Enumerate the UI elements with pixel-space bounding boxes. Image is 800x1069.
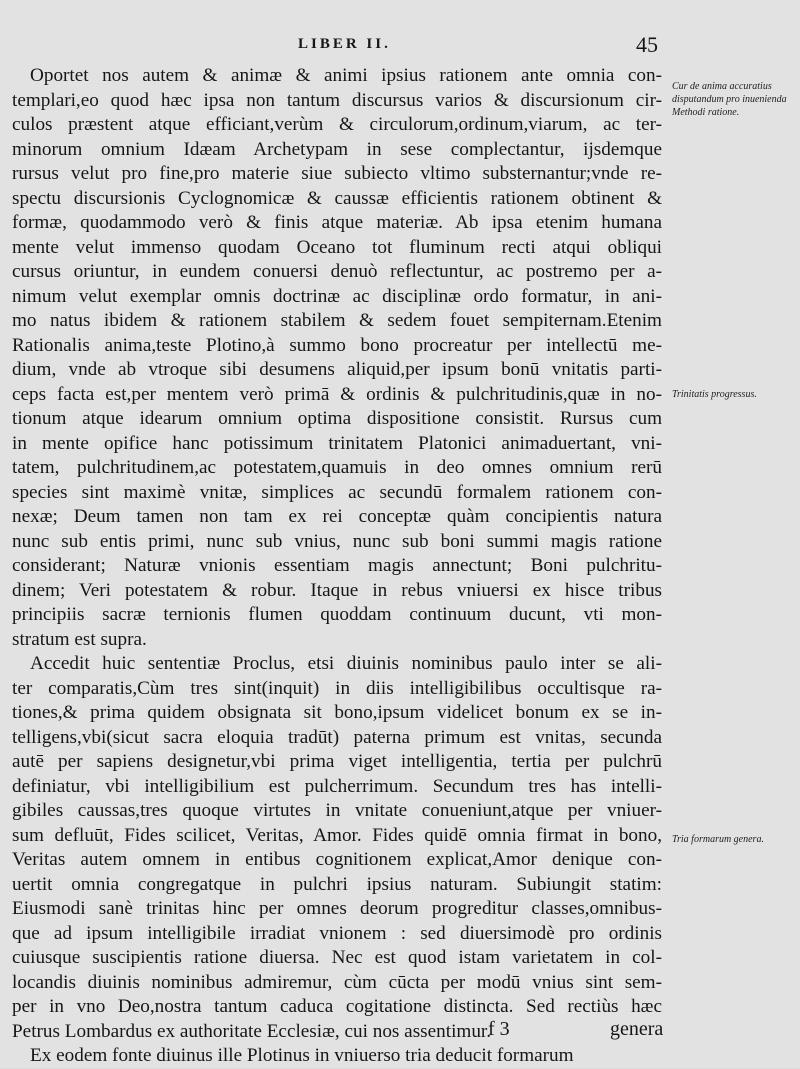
- text-line: Veritas autem omnem in entibus cognitionem explicat,Amor denique con-: [12, 849, 662, 870]
- text-line: ceps facta est,per mentem verò primā & ordinis & pulchritudinis,quæ in no-: [12, 383, 662, 405]
- text-line: autē per sapiens designetur,vbi prima viget intelligentia, tertia per pulchrū: [12, 751, 662, 772]
- text-line: nunc sub entis primi, nunc sub vnius, nunc sub boni summi magis ratione: [12, 530, 662, 552]
- paragraph: [12, 64, 662, 652]
- marginal-note: Trinitatis progressus.: [672, 389, 757, 400]
- text-line: tiones,& prima quidem obsignata sit bono,ipsum videlicet bonum ex se in-: [12, 702, 662, 723]
- page-number: 45: [636, 32, 658, 57]
- text-line: gibiles caussas,tres quoque virtutes in vnitate conueniunt,atque per vniuer-: [12, 800, 662, 821]
- text-line: mente velut immenso quodam Oceano tot fluminum recti atqui obliqui: [12, 236, 662, 258]
- text-line: mo natus ibidem & rationem stabilem & sedem fouet sempiternam.Etenim: [12, 310, 662, 331]
- text-line: per in vno Deo,nostra tantum caduca cogitatione distincta. Sed rectiùs hæc: [12, 996, 662, 1017]
- text-line: cuiusque suscipientis ratione diuersa. Nec est quod istam varietatem in col-: [12, 947, 662, 968]
- text-line: Eiusmodi sanè trinitas hinc per omnes deorum progreditur classes,omnibus-: [12, 898, 662, 919]
- text-line: locandis diuinis nominibus admiremur, cùm cūcta per modū vnius sint sem-: [12, 971, 662, 993]
- text-line: definiatur, vbi intelligibilium est pulcherrimum. Secundum tres has intelli-: [12, 775, 662, 797]
- text-line: Accedit huic sententiæ Proclus, etsi diuinis nominibus paulo inter se ali-: [30, 653, 662, 674]
- text-line: Petrus Lombardus ex authoritate Ecclesiæ, cui nos assentimur.: [12, 1020, 492, 1042]
- text-line: Oportet nos autem & animæ & animi ipsius rationem ante omnia con-: [30, 65, 662, 86]
- page-header: [0, 32, 800, 58]
- text-line: dium, vnde ab vtroque sibi desumens aliquid,per ipsum bonū vnitatis parti-: [12, 359, 662, 380]
- text-line: culos præstent atque efficiant,verùm & circulorum,ordinum,viarum, ac ter-: [12, 114, 662, 135]
- signature-mark: f 3: [488, 1018, 510, 1040]
- catchword: genera: [610, 1018, 664, 1040]
- text-line: templari,eo quod hæc ipsa non tantum discursus varios & discursionum cir-: [12, 89, 662, 111]
- text-line: tionum atque idearum omnium optima dispositione consistit. Rursus cum: [12, 408, 662, 429]
- text-line: tatem, pulchritudinem,ac potestatem,quamuis in deo omnes omnium rerū: [12, 457, 662, 478]
- text-line: spectu discursionis Cyclognomicæ & caussæ efficientis rationem obtinent &: [12, 187, 662, 209]
- text-line: minorum omnium Idæam Archetypam in sese complectantur, ijsdemque: [12, 138, 662, 160]
- text-line: telligens,vbi(sicut sacra eloquia tradūt) paterna primum est vnitas, secunda: [12, 726, 662, 748]
- page-footer: [0, 1018, 800, 1048]
- paragraph: [12, 652, 662, 1044]
- text-line: species sint maximè vnitæ, simplices ac secundū formalem rationem con-: [12, 481, 662, 503]
- text-line: principiis sacræ ternionis flumen quoddam continuum ducunt, vti mon-: [12, 604, 662, 625]
- text-line: considerant; Naturæ vnionis essentiam magis annectunt; Boni pulchritu-: [12, 555, 662, 576]
- text-line: ter comparatis,Cùm tres sint(inquit) in diis intelligibilibus occultisque ra-: [12, 677, 662, 699]
- text-line: sum defluūt, Fides scilicet, Veritas, Amor. Fides quidē omnia firmat in bono,: [12, 824, 662, 846]
- text-line: Ex eodem fonte diuinus ille Plotinus in vniuerso tria deducit formarum: [30, 1045, 574, 1066]
- text-line: formæ, quodammodo verò & finis atque materiæ. Ab ipsa etenim humana: [12, 212, 662, 233]
- text-line: rursus velut pro fine,pro materie siue subiecto vltimo substernantur;vnde re-: [12, 163, 662, 184]
- text-line: uertit omnia congregatque in pulchri ipsius naturam. Subiungit statim:: [12, 873, 662, 895]
- text-line: Rationalis anima,teste Plotino,à summo bono procreatur per intellectū me-: [12, 334, 662, 356]
- text-line: dinem; Veri potestatem & robur. Itaque in rebus vniuersi ex hisce tribus: [12, 579, 662, 601]
- marginal-note: Cur de anima accuratius disputandum pro inuenienda Methodi ratione.: [672, 81, 787, 118]
- text-line: nexæ; Deum tamen non tam ex rei conceptæ quàm concipientis natura: [12, 506, 662, 527]
- text-line: stratum est supra.: [12, 628, 147, 650]
- body-text: [12, 64, 662, 1069]
- text-line: que ad ipsum intelligibile irradiat vnionem : sed diuersimodè pro ordinis: [12, 922, 662, 944]
- text-line: in mente opifice hanc potissimum trinitatem Platonici animaduertant, vni-: [12, 432, 662, 454]
- marginal-note: Tria formarum genera.: [672, 834, 764, 845]
- text-line: cursus oriuntur, in eundem conuersi denuò reflectuntur, ac postremo per a-: [12, 261, 662, 282]
- text-line: nimum velut exemplar omnis doctrinæ ac disciplinæ ordo formatur, in ani-: [12, 285, 662, 307]
- running-title: LIBER II.: [298, 36, 391, 52]
